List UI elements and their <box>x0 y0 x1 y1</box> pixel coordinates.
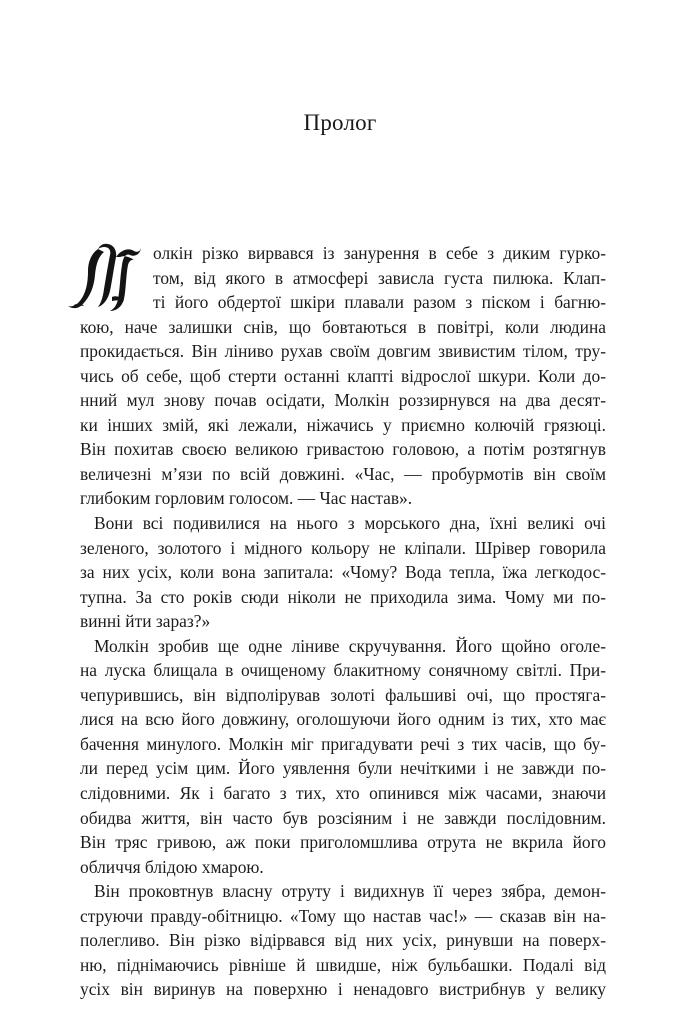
text-line: обличчя блідою хмарою. <box>80 856 264 877</box>
text-line: усіх він виринув на поверхню і ненадовго вистрибнув у велику <box>80 979 606 1000</box>
text-line: струючи правду-обітницю. «Тому що настав час!» — сказав він на- <box>80 905 606 926</box>
text-line: зеленого, золотого і мідного кольору не кліпали. Шрівер говорила <box>80 537 606 558</box>
text-line: ню, піднімаючись рівніше й швидше, ніж бульбашки. Подалі від <box>80 954 606 975</box>
text-line: Він тряс гривою, аж поки приголомшлива отрута не вкрила його <box>80 832 606 853</box>
blackletter-m-initial-icon <box>68 243 142 313</box>
text-line: Молкін зробив ще одне ліниве скручування. Його щойно оголе- <box>94 635 606 656</box>
text-line: лися на всю його довжину, оголошуючи його одним із тих, хто має <box>80 709 606 730</box>
paragraph-2 <box>80 511 606 634</box>
text-line: за них усіх, коли вона запитала: «Чому? Вода тепла, їжа легкодос- <box>80 562 606 583</box>
body-text <box>80 241 606 1002</box>
text-line: кою, наче залишки снів, що бовтаються в повітрі, коли людина <box>80 316 606 337</box>
text-line: полегливо. Він різко відірвався від них усіх, ринувши на поверх- <box>80 930 606 951</box>
text-line: тупна. За сто років сюди ніколи не приходила зима. Чому ми по- <box>80 586 606 607</box>
text-line: Вони всі подивилися на нього з морського дна, їхні великі очі <box>94 513 606 534</box>
text-line: ли перед усім цим. Його уявлення були нечіткими і не завжди по- <box>80 758 606 779</box>
text-line: на луска блищала в очищеному блакитному сонячному світлі. При- <box>80 660 606 681</box>
text-line: олкін різко вирвався із занурення в себе з диким гурко- <box>153 243 606 263</box>
text-line: том, від якого в атмосфері зависла густа пилюка. Клап- <box>153 267 606 288</box>
paragraph-3 <box>80 634 606 879</box>
text-line: бачення минулого. Молкін міг пригадувати речі з тих часів, що бу- <box>80 733 606 754</box>
text-line: ті його обдертої шкіри плавали разом з піском і багню- <box>153 292 606 313</box>
text-line: величезні м’язи по всій довжині. «Час, — пробурмотів він своїм <box>80 463 606 484</box>
paragraph-4 <box>80 879 606 1002</box>
chapter-title: Пролог <box>303 110 377 135</box>
text-line: ки інших змій, які лежали, ніжачись у приємно колючій грязюці. <box>80 414 606 435</box>
text-line: слідовними. Як і багато з тих, хто опинився між часами, знаючи <box>80 783 606 804</box>
text-line: нний мул знову почав осідати, Молкін роззирнувся на два десят- <box>80 390 606 411</box>
paragraph-1 <box>80 241 606 511</box>
text-line: винні йти зараз?» <box>80 611 211 632</box>
text-line: Він проковтнув власну отруту і видихнув її через зябра, демон- <box>94 881 606 902</box>
text-line: глибоким горловим голосом. — Час настав». <box>80 488 413 509</box>
text-line: чепурившись, він відполірував золоті фальшиві очі, що простяга- <box>80 684 606 705</box>
text-line: Він похитав своєю великою гривастою головою, а потім розтягнув <box>80 439 606 460</box>
text-line: обидва життя, він часто був розсіяним і не завжди послідовним. <box>80 807 606 828</box>
text-line: чись об себе, щоб стерти останні клапті відрослої шкури. Коли до- <box>80 365 606 386</box>
text-line: прокидається. Він ліниво рухав своїм довгим звивистим тілом, тру- <box>80 341 606 362</box>
